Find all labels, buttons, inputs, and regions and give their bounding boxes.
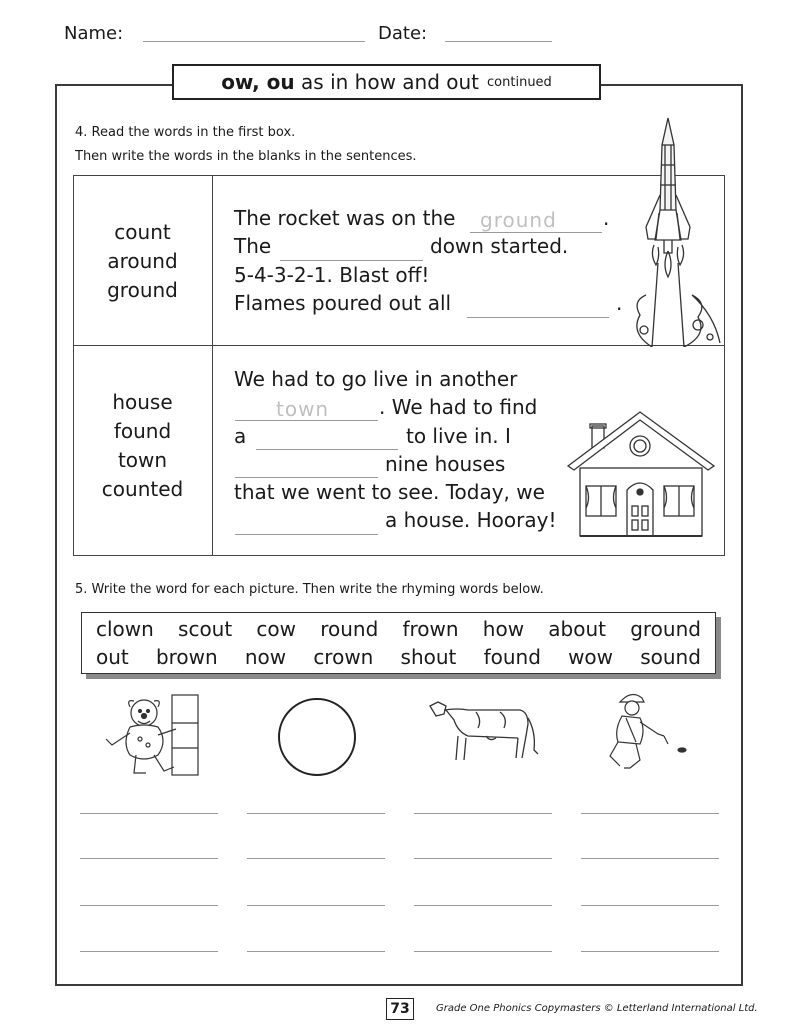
word-item: count bbox=[114, 220, 171, 244]
word-bank bbox=[81, 612, 716, 674]
sentence-period: . bbox=[616, 291, 623, 315]
word-item: around bbox=[107, 249, 178, 273]
circle-icon bbox=[276, 696, 358, 778]
answer-line[interactable] bbox=[414, 905, 552, 906]
answer-line[interactable] bbox=[80, 813, 218, 814]
blank-line[interactable] bbox=[470, 232, 602, 233]
bank-word: how bbox=[482, 617, 525, 641]
word-bank-row-1 bbox=[96, 617, 701, 641]
row1-sentence-2-end: down started. bbox=[430, 234, 569, 258]
bank-word: now bbox=[244, 645, 287, 669]
clown-icon bbox=[100, 693, 200, 777]
name-label: Name: bbox=[64, 23, 124, 44]
blank-line[interactable] bbox=[235, 477, 378, 478]
bank-word: out bbox=[96, 645, 129, 669]
row1-sentence-2-start: The bbox=[234, 234, 272, 258]
word-item: ground bbox=[107, 278, 178, 302]
answer-line[interactable] bbox=[414, 813, 552, 814]
table-divider-vertical bbox=[212, 175, 213, 556]
row1-sentence-3: 5-4-3-2-1. Blast off! bbox=[234, 263, 430, 287]
page-number: 73 bbox=[386, 998, 414, 1020]
bank-word: about bbox=[548, 617, 606, 641]
title-letters: ow, ou bbox=[221, 70, 295, 94]
row2-sentence-2-end: . We had to find bbox=[379, 395, 538, 419]
row2-sentence-1: We had to go live in another bbox=[234, 367, 518, 391]
bank-word: clown bbox=[96, 617, 154, 641]
blank-line[interactable] bbox=[280, 260, 423, 261]
title-continued: continued bbox=[487, 74, 552, 90]
answer-line[interactable] bbox=[414, 858, 552, 859]
traced-answer: ground bbox=[480, 208, 557, 232]
word-item: found bbox=[113, 419, 172, 443]
row1-sentence-4-start: Flames poured out all bbox=[234, 291, 452, 315]
section4-instruction-2: Then write the words in the blanks in the sentences. bbox=[75, 149, 417, 164]
bank-word: ground bbox=[630, 617, 701, 641]
bank-word: round bbox=[320, 617, 379, 641]
date-label: Date: bbox=[378, 23, 428, 44]
word-bank-row-2 bbox=[96, 645, 701, 669]
answer-line[interactable] bbox=[247, 905, 385, 906]
footer-credit: Grade One Phonics Copymasters © Letterland International Ltd. bbox=[436, 1003, 758, 1014]
answer-line[interactable] bbox=[581, 858, 719, 859]
row2-sentence-3-end: to live in. I bbox=[406, 424, 511, 448]
answer-line[interactable] bbox=[247, 813, 385, 814]
row2-sentence-6-end: a house. Hooray! bbox=[385, 508, 557, 532]
blank-line[interactable] bbox=[235, 420, 378, 421]
answer-line[interactable] bbox=[80, 905, 218, 906]
row2-sentence-3-start: a bbox=[234, 424, 247, 448]
bank-word: sound bbox=[640, 645, 701, 669]
row2-word-list bbox=[73, 388, 212, 504]
house-icon bbox=[564, 408, 718, 540]
bank-word: shout bbox=[400, 645, 457, 669]
answer-line[interactable] bbox=[414, 951, 552, 952]
section4-instruction-1: 4. Read the words in the first box. bbox=[75, 125, 296, 140]
page-title bbox=[172, 64, 601, 100]
date-field[interactable] bbox=[445, 41, 552, 42]
word-item: counted bbox=[101, 477, 184, 501]
rocket-icon bbox=[610, 115, 724, 347]
bank-word: crown bbox=[313, 645, 374, 669]
answer-line[interactable] bbox=[247, 951, 385, 952]
sentence-period: . bbox=[603, 206, 610, 230]
word-item: house bbox=[112, 390, 173, 414]
blank-line[interactable] bbox=[235, 534, 378, 535]
answer-line[interactable] bbox=[581, 813, 719, 814]
traced-answer: town bbox=[276, 397, 330, 421]
word-item: town bbox=[117, 448, 168, 472]
answer-line[interactable] bbox=[80, 951, 218, 952]
answer-line[interactable] bbox=[581, 951, 719, 952]
blank-line[interactable] bbox=[467, 317, 609, 318]
bank-word: found bbox=[483, 645, 541, 669]
answer-line[interactable] bbox=[581, 905, 719, 906]
bank-word: brown bbox=[155, 645, 218, 669]
bank-word: scout bbox=[178, 617, 233, 641]
scout-icon bbox=[600, 690, 690, 772]
cow-icon bbox=[428, 698, 542, 764]
row2-sentence-5: that we went to see. Today, we bbox=[234, 480, 545, 504]
answer-line[interactable] bbox=[247, 858, 385, 859]
answer-line[interactable] bbox=[80, 858, 218, 859]
title-text: as in how and out bbox=[294, 70, 480, 94]
name-field[interactable] bbox=[143, 41, 365, 42]
bank-word: frown bbox=[402, 617, 459, 641]
row2-sentence-4-end: nine houses bbox=[385, 452, 506, 476]
row1-sentence-1: The rocket was on the bbox=[234, 206, 456, 230]
row1-word-list bbox=[73, 218, 212, 305]
blank-line[interactable] bbox=[256, 449, 398, 450]
bank-word: wow bbox=[568, 645, 614, 669]
bank-word: cow bbox=[256, 617, 296, 641]
section5-instruction: 5. Write the word for each picture. Then write the rhyming words below. bbox=[75, 582, 544, 597]
